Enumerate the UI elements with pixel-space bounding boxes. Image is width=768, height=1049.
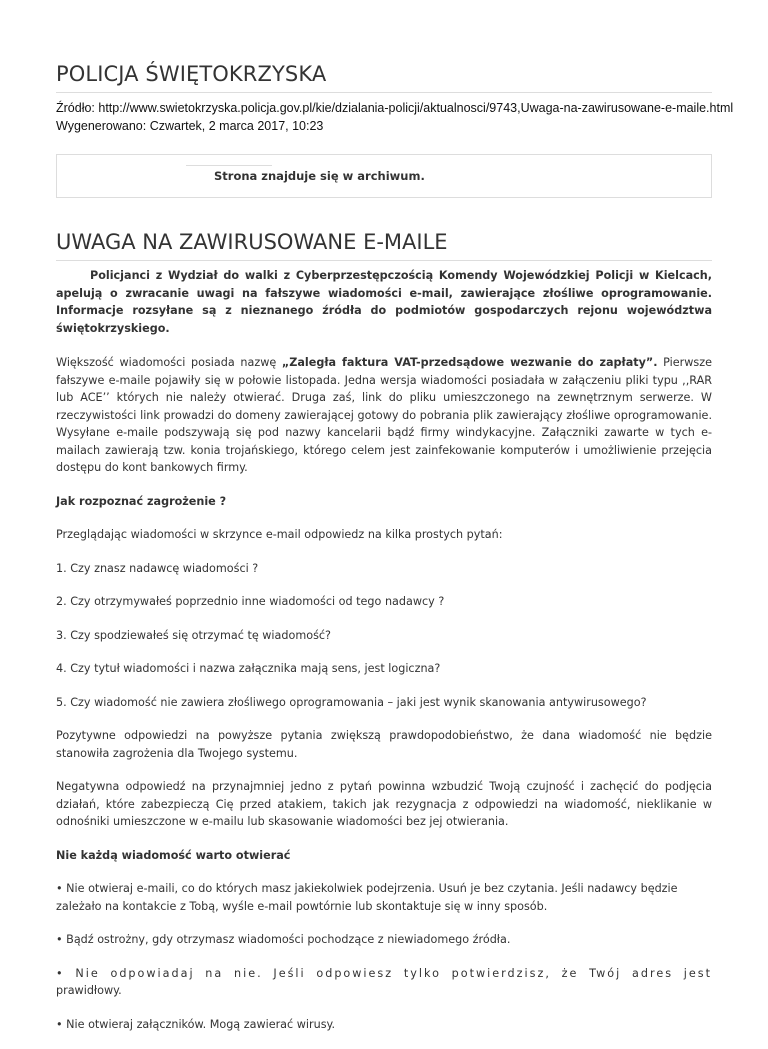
intro-text-start: Większość wiadomości posiada nazwę — [56, 356, 282, 369]
generated-date-line: Wygenerowano: Czwartek, 2 marca 2017, 10:23 — [56, 119, 324, 133]
question-item: 5. Czy wiadomość nie zawiera złośliwego oprogramowania – jaki jest wynik skanowania antywirusowego? — [56, 695, 647, 709]
title-divider — [56, 92, 712, 93]
article-lead: Policjanci z Wydział do walki z Cyberprzestępczością Komendy Wojewódzkiej Policji w Kielcach, apelują o zwracanie uwagi na fałszywe wiadomości e-mail, zawierające złośliwe oprogramowanie. Informacje rozsyłane są z nieznanego źródła do podmiotów gospodarczych rejonu województwa świętokrzyskiego. — [56, 269, 712, 335]
article-content — [56, 267, 712, 1049]
paragraph-negative: Negatywna odpowiedź na przynajmniej jedno z pytań powinna wzbudzić Twoją czujność i zachęcić do podjęcia działań, które zabezpieczą Cię przed atakiem, takich jak rezygnacja z odpowiedzi na wiadomość, nieklikanie w odnośniki umieszczone w e-mailu lub skasowanie wiadomości bez jej otwierania. — [56, 780, 712, 828]
heading-recognize-threat: Jak rozpoznać zagrożenie ? — [56, 494, 227, 508]
archive-notice: Strona znajduje się w archiwum. — [214, 169, 425, 183]
tip-item: • Nie otwieraj e-maili, co do których masz jakiekolwiek podejrzenia. Usuń je bez czytania. Jeśli nadawcy będzie zależało na kontakcie z Tobą, wyśle e-mail powtórnie lub skontaktuje się w inny sposób. — [56, 882, 678, 913]
tip-item: • Nie otwieraj załączników. Mogą zawierać wirusy. — [56, 1017, 336, 1031]
article-title-divider — [56, 260, 712, 261]
source-url-line: Źródło: http://www.swietokrzyska.policja.gov.pl/kie/dzialania-policji/aktualnosci/9743,Uwaga-na-zawirusowane-e-maile.html — [56, 101, 734, 115]
email-subject-name: „Zaległa faktura VAT-przedsądowe wezwanie do zapłaty”. — [281, 356, 658, 369]
question-item: 1. Czy znasz nadawcę wiadomości ? — [56, 561, 259, 575]
archive-notice-box — [56, 154, 712, 198]
question-item: 4. Czy tytuł wiadomości i nazwa załącznika mają sens, jest logiczna? — [56, 662, 441, 675]
tip-item-spaced: • Nie odpowiadaj na nie. Jeśli odpowiesz tylko potwierdzisz, że Twój adres jest — [56, 966, 712, 980]
archive-divider — [186, 165, 272, 166]
tip-item-continuation: prawidłowy. — [56, 984, 122, 997]
question-item: 3. Czy spodziewałeś się otrzymać tę wiadomość? — [56, 628, 331, 642]
questions-intro: Przeglądając wiadomości w skrzynce e-mail odpowiedz na kilka prostych pytań: — [56, 528, 503, 541]
tip-item: • Bądź ostrożny, gdy otrzymasz wiadomości pochodzące z niewiadomego źródła. — [56, 933, 511, 946]
paragraph-intro — [56, 354, 712, 477]
article-title: UWAGA NA ZAWIRUSOWANE E-MAILE — [56, 230, 448, 254]
paragraph-positive: Pozytywne odpowiedzi na powyższe pytania zwiększą prawdopodobieństwo, że dana wiadomość nie będzie stanowiła zagrożenia dla Twojego systemu. — [56, 729, 712, 760]
intro-text-rest: Pierwsze fałszywe e-maile pojawiły się w połowie listopada. Jedna wersja wiadomości posiadała w załączeniu pliki typu ,,RAR lub ACE’’ których nie należy otwierać. Druga zaś, link do pliku umieszczonego na zewnętrznym serwerze. W rzeczywistości link prowadzi do domeny zawierającej gotowy do pobrania plik zawierający złośliwe oprogramowanie. Wysyłane e-maile podszywają się pod nazwy kancelarii bądź firmy windykacyjne. Załączniki zawarte w tych e-mailach zawierają tzw. konia trojańskiego, którego celem jest zainfekowanie komputerów i umożliwienie przejęcia dostępu do kont bankowych firmy. — [56, 356, 712, 474]
site-title: POLICJA ŚWIĘTOKRZYSKA — [56, 62, 327, 86]
question-item: 2. Czy otrzymywałeś poprzednio inne wiadomości od tego nadawcy ? — [56, 595, 445, 608]
heading-not-every-message: Nie każdą wiadomość warto otwierać — [56, 848, 291, 862]
